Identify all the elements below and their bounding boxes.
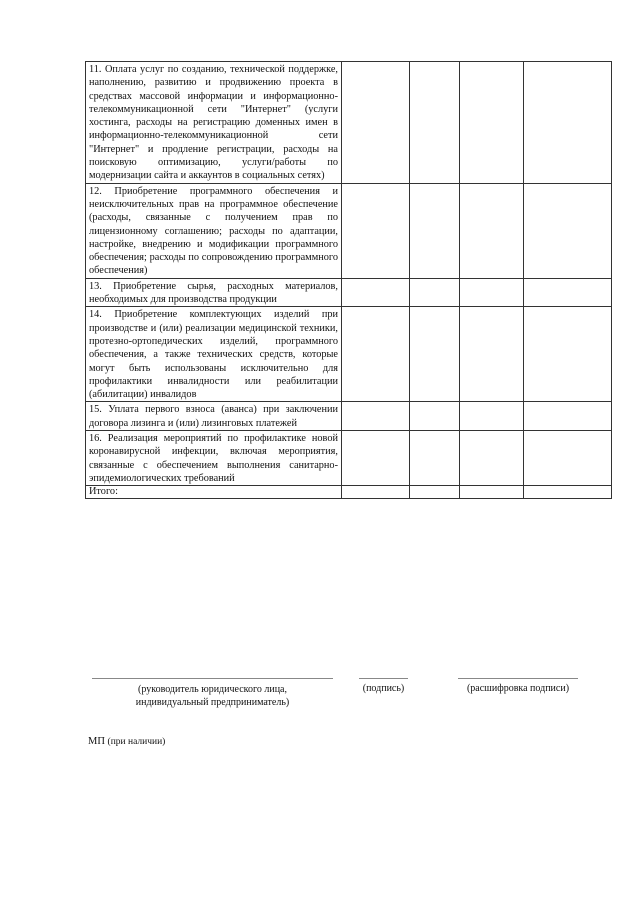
head-signature-line[interactable] [92, 678, 333, 679]
signature-line[interactable] [359, 678, 408, 679]
signature-decode-caption: (расшифровка подписи) [466, 683, 570, 694]
seal-label: МП [88, 736, 105, 747]
table-row [86, 402, 612, 431]
value-cell[interactable] [460, 431, 524, 486]
expenses-table [85, 61, 612, 499]
value-cell[interactable] [342, 402, 410, 431]
value-cell[interactable] [524, 307, 612, 402]
value-cell[interactable] [524, 183, 612, 278]
value-cell[interactable] [342, 431, 410, 486]
table-row [86, 62, 612, 184]
table-row [86, 431, 612, 486]
value-cell[interactable] [460, 62, 524, 184]
total-cell[interactable] [410, 486, 460, 499]
value-cell[interactable] [460, 307, 524, 402]
row-description: 13. Приобретение сырья, расходных материалов, необходимых для производства продукции [86, 278, 342, 307]
seal-note: (при наличии) [107, 737, 166, 747]
row-description: 16. Реализация мероприятий по профилактике новой коронавирусной инфекции, включая мероприятия, связанные с обеспечением выполнения санитарно-эпидемиологических требований [86, 431, 342, 486]
row-description: 14. Приобретение комплектующих изделий при производстве и (или) реализации медицинской техники, протезно-ортопедических изделий, программного обеспечения, а также технических средств, которые могут быть использованы исключительно для профилактики инвалидности или реабилитации (абилитации) инвалидов [86, 307, 342, 402]
seal-placeholder [88, 736, 165, 747]
value-cell[interactable] [410, 307, 460, 402]
value-cell[interactable] [410, 62, 460, 184]
head-caption: (руководитель юридического лица, индивидуальный предприниматель) [135, 684, 290, 708]
value-cell[interactable] [410, 402, 460, 431]
table-row [86, 307, 612, 402]
value-cell[interactable] [524, 402, 612, 431]
value-cell[interactable] [342, 307, 410, 402]
value-cell[interactable] [342, 183, 410, 278]
value-cell[interactable] [410, 183, 460, 278]
value-cell[interactable] [410, 278, 460, 307]
value-cell[interactable] [460, 183, 524, 278]
value-cell[interactable] [524, 278, 612, 307]
value-cell[interactable] [460, 278, 524, 307]
signature-decode-line[interactable] [458, 678, 578, 679]
row-description: 11. Оплата услуг по созданию, технической поддержке, наполнению, развитию и продвижению проекта в средствах массовой информации и информационно-телекоммуникационной сети "Интернет" (услуги хостинга, расходы на регистрацию доменных имен в информационно-телекоммуникационной сети "Интернет" и продление регистрации, расходы на поисковую оптимизацию, услуги/работы по модернизации сайта и аккаунтов в социальных сетях) [86, 62, 342, 184]
row-description: 15. Уплата первого взноса (аванса) при заключении договора лизинга и (или) лизинговых платежей [86, 402, 342, 431]
total-cell[interactable] [460, 486, 524, 499]
signature-caption: (подпись) [362, 683, 405, 694]
table-row [86, 183, 612, 278]
value-cell[interactable] [524, 431, 612, 486]
total-cell[interactable] [524, 486, 612, 499]
value-cell[interactable] [342, 62, 410, 184]
total-label: Итого: [86, 486, 342, 499]
total-row [86, 486, 612, 499]
value-cell[interactable] [410, 431, 460, 486]
total-cell[interactable] [342, 486, 410, 499]
value-cell[interactable] [524, 62, 612, 184]
row-description: 12. Приобретение программного обеспечения и неисключительных прав на программное обеспечение (расходы, связанные с получением прав по лицензионному соглашению; расходы по адаптации, настройке, внедрению и модификации программного обеспечения; расходы по сопровождению программного обеспечения) [86, 183, 342, 278]
value-cell[interactable] [342, 278, 410, 307]
table-row [86, 278, 612, 307]
value-cell[interactable] [460, 402, 524, 431]
